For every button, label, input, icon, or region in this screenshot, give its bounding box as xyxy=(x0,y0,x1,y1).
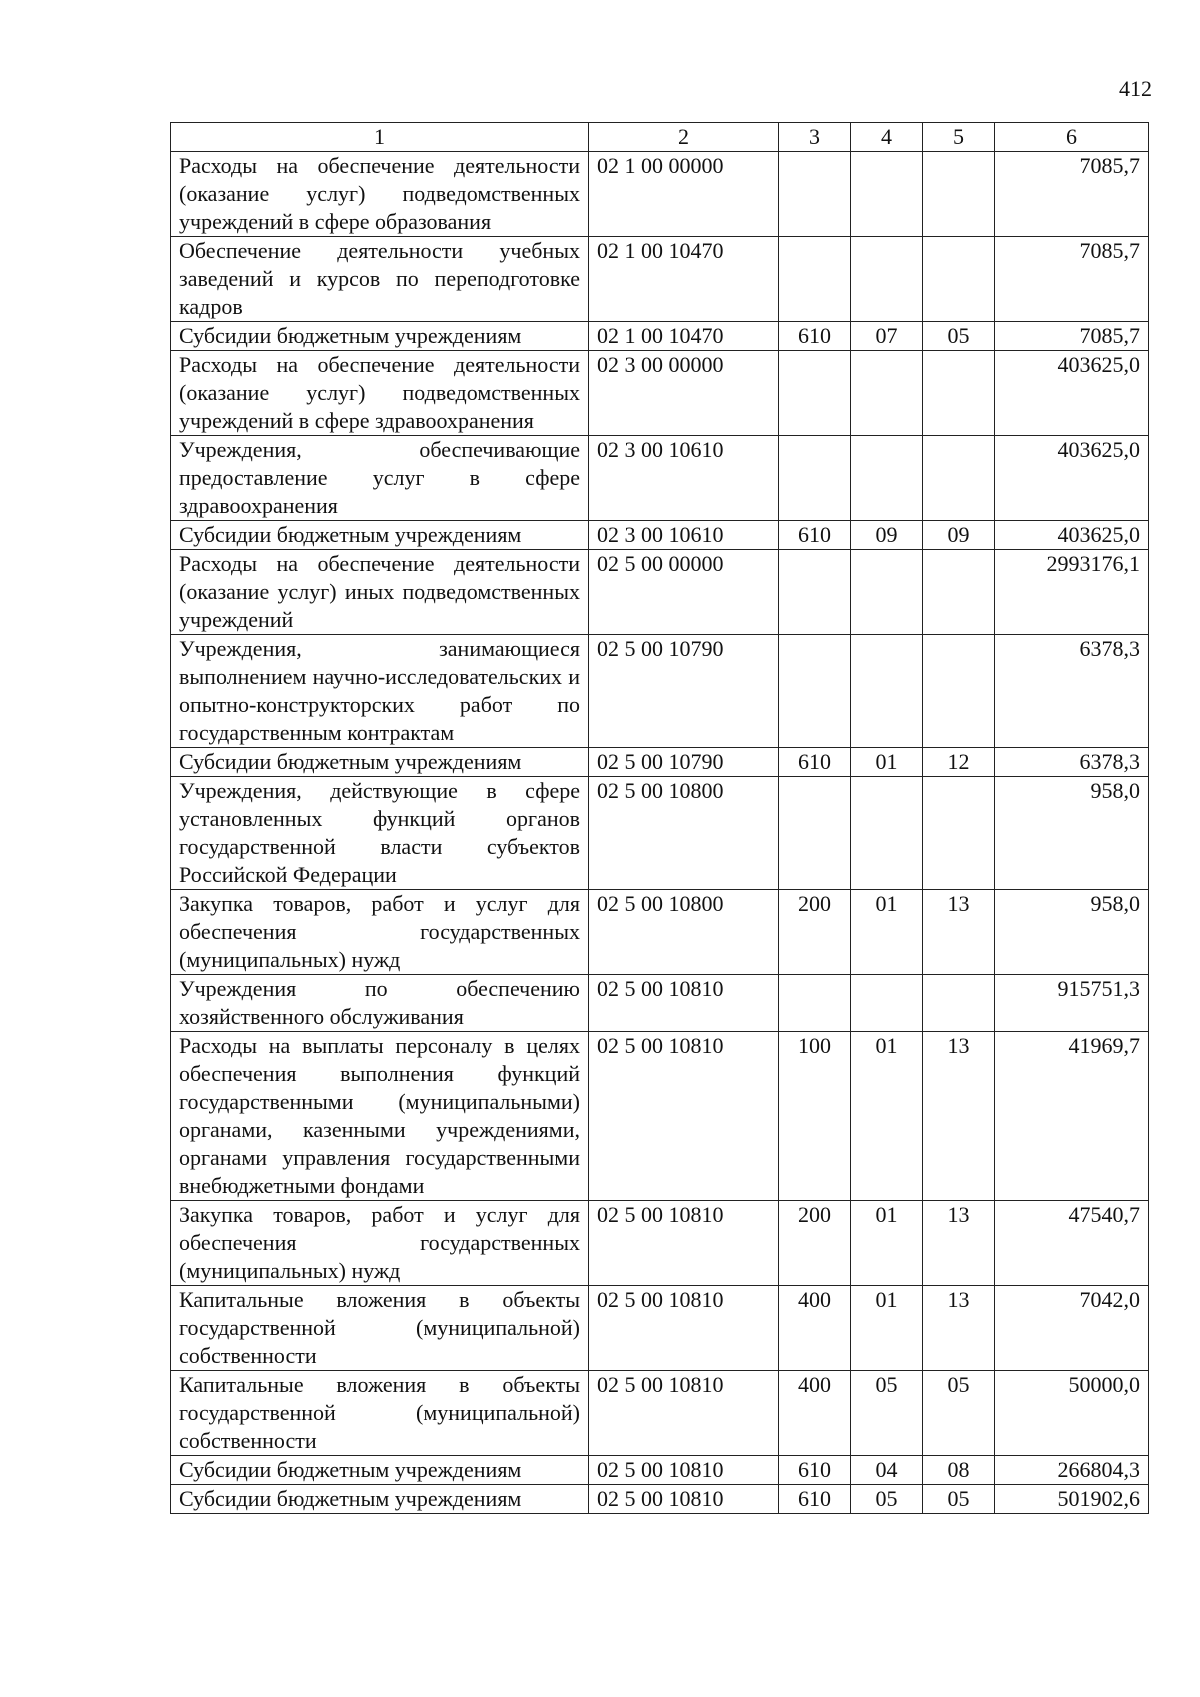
row-name-cell: Субсидии бюджетным учреждениям xyxy=(171,521,589,550)
row-col4-cell: 01 xyxy=(851,748,923,777)
row-col5-cell xyxy=(923,975,995,1032)
row-col3-cell: 400 xyxy=(779,1371,851,1456)
row-col4-cell: 07 xyxy=(851,322,923,351)
row-amount-cell: 501902,6 xyxy=(995,1485,1149,1514)
row-amount-cell: 958,0 xyxy=(995,890,1149,975)
table-row xyxy=(171,152,1149,237)
header-row xyxy=(171,123,1149,152)
row-code-cell: 02 5 00 10790 xyxy=(589,635,779,748)
table-row xyxy=(171,777,1149,890)
row-col4-cell xyxy=(851,351,923,436)
row-name-cell: Расходы на обеспечение деятельности (оказание услуг) подведомственных учреждений в сфере здравоохранения xyxy=(171,351,589,436)
row-col5-cell xyxy=(923,237,995,322)
column-header-5: 5 xyxy=(923,123,995,152)
table-body xyxy=(171,152,1149,1514)
row-code-cell: 02 5 00 10810 xyxy=(589,1201,779,1286)
table-row xyxy=(171,237,1149,322)
table-row xyxy=(171,1286,1149,1371)
row-col5-cell: 05 xyxy=(923,1371,995,1456)
row-amount-cell: 7085,7 xyxy=(995,152,1149,237)
row-amount-cell: 6378,3 xyxy=(995,748,1149,777)
row-code-cell: 02 5 00 10810 xyxy=(589,1371,779,1456)
table-row xyxy=(171,890,1149,975)
row-name-cell: Учреждения, занимающиеся выполнением научно-исследовательских и опытно-конструкторских работ по государственным контрактам xyxy=(171,635,589,748)
row-amount-cell: 7085,7 xyxy=(995,322,1149,351)
row-name-cell: Закупка товаров, работ и услуг для обеспечения государственных (муниципальных) нужд xyxy=(171,1201,589,1286)
row-name-cell: Обеспечение деятельности учебных заведений и курсов по переподготовке кадров xyxy=(171,237,589,322)
table-row xyxy=(171,436,1149,521)
row-amount-cell: 403625,0 xyxy=(995,351,1149,436)
row-col3-cell xyxy=(779,550,851,635)
row-amount-cell: 2993176,1 xyxy=(995,550,1149,635)
row-col4-cell: 01 xyxy=(851,890,923,975)
row-col3-cell: 610 xyxy=(779,748,851,777)
column-header-6: 6 xyxy=(995,123,1149,152)
row-code-cell: 02 5 00 00000 xyxy=(589,550,779,635)
row-amount-cell: 47540,7 xyxy=(995,1201,1149,1286)
row-name-cell: Расходы на обеспечение деятельности (оказание услуг) иных подведомственных учреждений xyxy=(171,550,589,635)
row-col4-cell xyxy=(851,635,923,748)
row-amount-cell: 7042,0 xyxy=(995,1286,1149,1371)
table-row xyxy=(171,521,1149,550)
row-name-cell: Субсидии бюджетным учреждениям xyxy=(171,322,589,351)
row-col4-cell xyxy=(851,237,923,322)
row-code-cell: 02 1 00 10470 xyxy=(589,237,779,322)
row-col4-cell xyxy=(851,777,923,890)
row-col3-cell xyxy=(779,436,851,521)
row-col3-cell xyxy=(779,152,851,237)
row-name-cell: Капитальные вложения в объекты государственной (муниципальной) собственности xyxy=(171,1286,589,1371)
row-col5-cell: 13 xyxy=(923,1201,995,1286)
row-col5-cell xyxy=(923,635,995,748)
table-row xyxy=(171,351,1149,436)
row-code-cell: 02 5 00 10790 xyxy=(589,748,779,777)
column-header-4: 4 xyxy=(851,123,923,152)
row-amount-cell: 403625,0 xyxy=(995,436,1149,521)
table-row xyxy=(171,1032,1149,1201)
row-code-cell: 02 5 00 10800 xyxy=(589,777,779,890)
row-code-cell: 02 3 00 10610 xyxy=(589,521,779,550)
row-col3-cell: 610 xyxy=(779,521,851,550)
row-name-cell: Расходы на обеспечение деятельности (оказание услуг) подведомственных учреждений в сфере образования xyxy=(171,152,589,237)
table-row xyxy=(171,635,1149,748)
row-col5-cell: 12 xyxy=(923,748,995,777)
row-col3-cell xyxy=(779,351,851,436)
row-code-cell: 02 5 00 10810 xyxy=(589,1032,779,1201)
row-name-cell: Учреждения, действующие в сфере установленных функций органов государственной власти субъектов Российской Федерации xyxy=(171,777,589,890)
row-amount-cell: 7085,7 xyxy=(995,237,1149,322)
row-code-cell: 02 5 00 10810 xyxy=(589,1456,779,1485)
row-col4-cell: 05 xyxy=(851,1371,923,1456)
row-col5-cell: 13 xyxy=(923,1032,995,1201)
row-code-cell: 02 5 00 10800 xyxy=(589,890,779,975)
row-name-cell: Закупка товаров, работ и услуг для обеспечения государственных (муниципальных) нужд xyxy=(171,890,589,975)
row-amount-cell: 266804,3 xyxy=(995,1456,1149,1485)
row-code-cell: 02 5 00 10810 xyxy=(589,1286,779,1371)
row-col5-cell xyxy=(923,436,995,521)
row-col3-cell: 610 xyxy=(779,322,851,351)
row-amount-cell: 403625,0 xyxy=(995,521,1149,550)
row-amount-cell: 50000,0 xyxy=(995,1371,1149,1456)
row-col3-cell: 200 xyxy=(779,1201,851,1286)
row-name-cell: Учреждения, обеспечивающие предоставление услуг в сфере здравоохранения xyxy=(171,436,589,521)
page-number: 412 xyxy=(1119,76,1152,101)
row-col5-cell: 05 xyxy=(923,322,995,351)
row-amount-cell: 915751,3 xyxy=(995,975,1149,1032)
row-name-cell: Субсидии бюджетным учреждениям xyxy=(171,1456,589,1485)
table-row xyxy=(171,1201,1149,1286)
row-col3-cell: 610 xyxy=(779,1485,851,1514)
row-col5-cell xyxy=(923,351,995,436)
row-col4-cell xyxy=(851,550,923,635)
row-col5-cell xyxy=(923,777,995,890)
row-col4-cell xyxy=(851,436,923,521)
row-col3-cell xyxy=(779,237,851,322)
table-header xyxy=(171,123,1149,152)
table-row xyxy=(171,322,1149,351)
row-name-cell: Расходы на выплаты персоналу в целях обеспечения выполнения функций государственными (муниципальными) органами, казенными учреждениями, органами управления государственными внебюджетными фондами xyxy=(171,1032,589,1201)
row-code-cell: 02 5 00 10810 xyxy=(589,1485,779,1514)
row-code-cell: 02 1 00 00000 xyxy=(589,152,779,237)
row-name-cell: Капитальные вложения в объекты государственной (муниципальной) собственности xyxy=(171,1371,589,1456)
table-row xyxy=(171,550,1149,635)
row-col5-cell: 05 xyxy=(923,1485,995,1514)
row-col4-cell: 01 xyxy=(851,1286,923,1371)
row-col5-cell: 09 xyxy=(923,521,995,550)
row-col3-cell: 400 xyxy=(779,1286,851,1371)
row-name-cell: Учреждения по обеспечению хозяйственного обслуживания xyxy=(171,975,589,1032)
table-row xyxy=(171,1371,1149,1456)
row-col4-cell: 01 xyxy=(851,1032,923,1201)
row-col3-cell xyxy=(779,975,851,1032)
row-col3-cell xyxy=(779,777,851,890)
row-col4-cell xyxy=(851,152,923,237)
row-col4-cell: 04 xyxy=(851,1456,923,1485)
table-row xyxy=(171,975,1149,1032)
table-row xyxy=(171,1485,1149,1514)
row-code-cell: 02 1 00 10470 xyxy=(589,322,779,351)
column-header-2: 2 xyxy=(589,123,779,152)
row-amount-cell: 6378,3 xyxy=(995,635,1149,748)
row-code-cell: 02 3 00 10610 xyxy=(589,436,779,521)
table-row xyxy=(171,748,1149,777)
row-code-cell: 02 5 00 10810 xyxy=(589,975,779,1032)
row-col5-cell xyxy=(923,152,995,237)
row-col5-cell: 08 xyxy=(923,1456,995,1485)
row-col3-cell xyxy=(779,635,851,748)
column-header-1: 1 xyxy=(171,123,589,152)
row-col5-cell: 13 xyxy=(923,890,995,975)
row-col4-cell xyxy=(851,975,923,1032)
row-col4-cell: 01 xyxy=(851,1201,923,1286)
budget-table xyxy=(170,122,1149,1514)
row-col4-cell: 05 xyxy=(851,1485,923,1514)
column-header-3: 3 xyxy=(779,123,851,152)
row-col5-cell xyxy=(923,550,995,635)
row-name-cell: Субсидии бюджетным учреждениям xyxy=(171,748,589,777)
row-col5-cell: 13 xyxy=(923,1286,995,1371)
row-col3-cell: 100 xyxy=(779,1032,851,1201)
row-amount-cell: 958,0 xyxy=(995,777,1149,890)
row-col3-cell: 610 xyxy=(779,1456,851,1485)
row-col3-cell: 200 xyxy=(779,890,851,975)
row-name-cell: Субсидии бюджетным учреждениям xyxy=(171,1485,589,1514)
row-code-cell: 02 3 00 00000 xyxy=(589,351,779,436)
table-row xyxy=(171,1456,1149,1485)
row-col4-cell: 09 xyxy=(851,521,923,550)
row-amount-cell: 41969,7 xyxy=(995,1032,1149,1201)
